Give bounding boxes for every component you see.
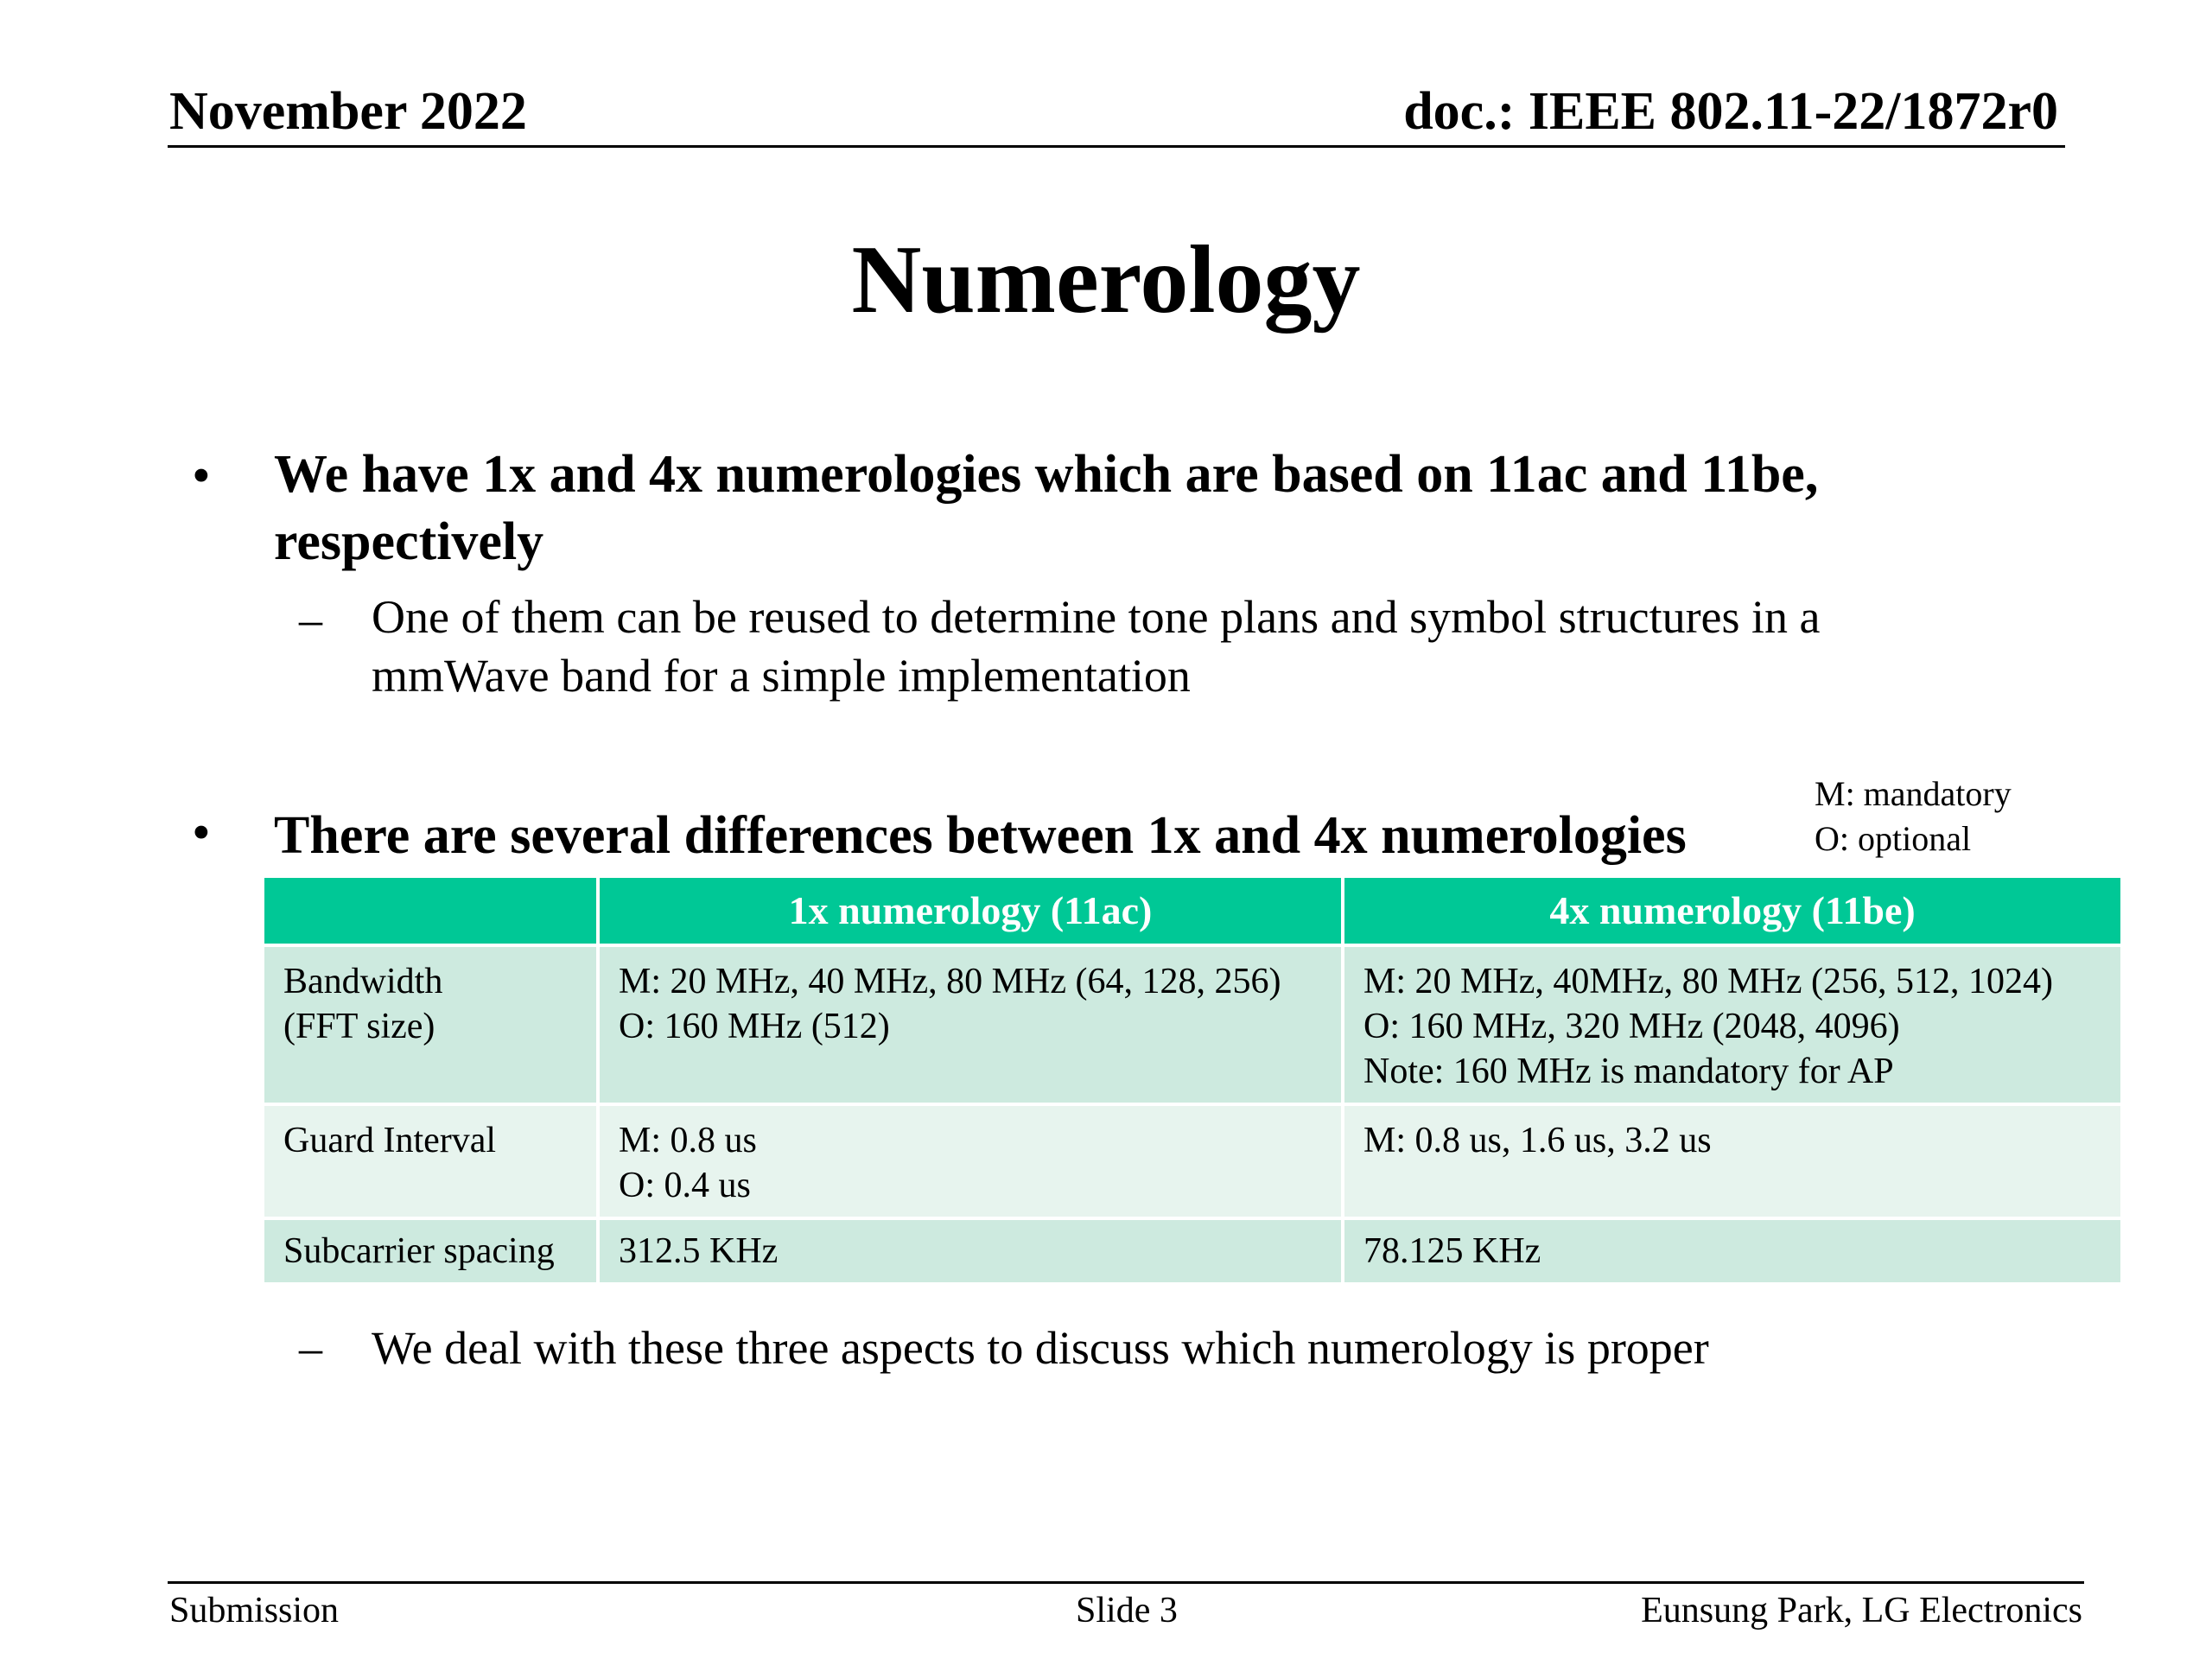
bullet-marker-1: • bbox=[192, 447, 211, 505]
header-divider bbox=[168, 145, 2065, 148]
slide-title: Numerology bbox=[851, 226, 1361, 334]
sub-bullet-text-2: We deal with these three aspects to discuss which numerology is proper bbox=[372, 1322, 1709, 1374]
cell-line: O: 160 MHz (512) bbox=[619, 1007, 890, 1046]
cell-line: Bandwidth bbox=[283, 962, 443, 1001]
bullet-text-2: There are several differences between 1x and 4x numerologies bbox=[274, 806, 1687, 865]
table-header-empty bbox=[263, 876, 598, 945]
cell-line: M: 0.8 us, 1.6 us, 3.2 us bbox=[1363, 1121, 1712, 1160]
cell-line: Note: 160 MHz is mandatory for AP bbox=[1363, 1052, 1894, 1091]
cell-line: M: 20 MHz, 40 MHz, 80 MHz (64, 128, 256) bbox=[619, 962, 1281, 1001]
table-header-4x: 4x numerology (11be) bbox=[1343, 876, 2122, 945]
sub-bullet-text-1: One of them can be reused to determine tone plans and symbol structures in a mmWave band for a simple implementation bbox=[372, 591, 1821, 702]
cell-line: 312.5 KHz bbox=[619, 1231, 779, 1271]
footer-submission: Submission bbox=[169, 1591, 340, 1630]
cell-guard-interval-4x bbox=[1343, 1104, 2122, 1218]
cell-bandwidth-4x bbox=[1343, 945, 2122, 1104]
sub-bullet-marker-1: – bbox=[299, 594, 322, 645]
cell-subcarrier-spacing-4x bbox=[1343, 1218, 2122, 1284]
legend-note bbox=[1815, 772, 2012, 861]
table-row bbox=[263, 1104, 2122, 1218]
header-doc-id: doc.: IEEE 802.11-22/1872r0 bbox=[1403, 82, 2058, 141]
cell-line: (FFT size) bbox=[283, 1007, 435, 1046]
numerology-table bbox=[261, 874, 2124, 1286]
row-label-subcarrier-spacing bbox=[263, 1218, 598, 1284]
table-row bbox=[263, 945, 2122, 1104]
table-header-1x: 1x numerology (11ac) bbox=[598, 876, 1343, 945]
footer-author: Eunsung Park, LG Electronics bbox=[1641, 1591, 2082, 1630]
cell-line: Guard Interval bbox=[283, 1121, 497, 1160]
cell-line: 78.125 KHz bbox=[1363, 1231, 1541, 1271]
cell-line: Subcarrier spacing bbox=[283, 1231, 555, 1271]
cell-line: O: 160 MHz, 320 MHz (2048, 4096) bbox=[1363, 1007, 1900, 1046]
row-label-bandwidth bbox=[263, 945, 598, 1104]
sub-bullet-marker-2: – bbox=[299, 1322, 322, 1374]
cell-bandwidth-1x bbox=[598, 945, 1343, 1104]
footer-slide-number: Slide 3 bbox=[1076, 1591, 1178, 1630]
cell-line: M: 0.8 us bbox=[619, 1121, 757, 1160]
legend-optional: O: optional bbox=[1815, 819, 1972, 858]
legend-mandatory: M: mandatory bbox=[1815, 774, 2012, 813]
cell-subcarrier-spacing-1x bbox=[598, 1218, 1343, 1284]
bullet-marker-2: • bbox=[192, 804, 211, 862]
bullet-text-1: We have 1x and 4x numerologies which are based on 11ac and 11be, respectively bbox=[274, 445, 1819, 571]
cell-line: O: 0.4 us bbox=[619, 1166, 751, 1205]
table-header-row bbox=[263, 876, 2122, 945]
cell-line: M: 20 MHz, 40MHz, 80 MHz (256, 512, 1024) bbox=[1363, 962, 2053, 1001]
header-date: November 2022 bbox=[169, 82, 527, 141]
footer-divider bbox=[168, 1581, 2084, 1584]
table-row bbox=[263, 1218, 2122, 1284]
row-label-guard-interval bbox=[263, 1104, 598, 1218]
cell-guard-interval-1x bbox=[598, 1104, 1343, 1218]
